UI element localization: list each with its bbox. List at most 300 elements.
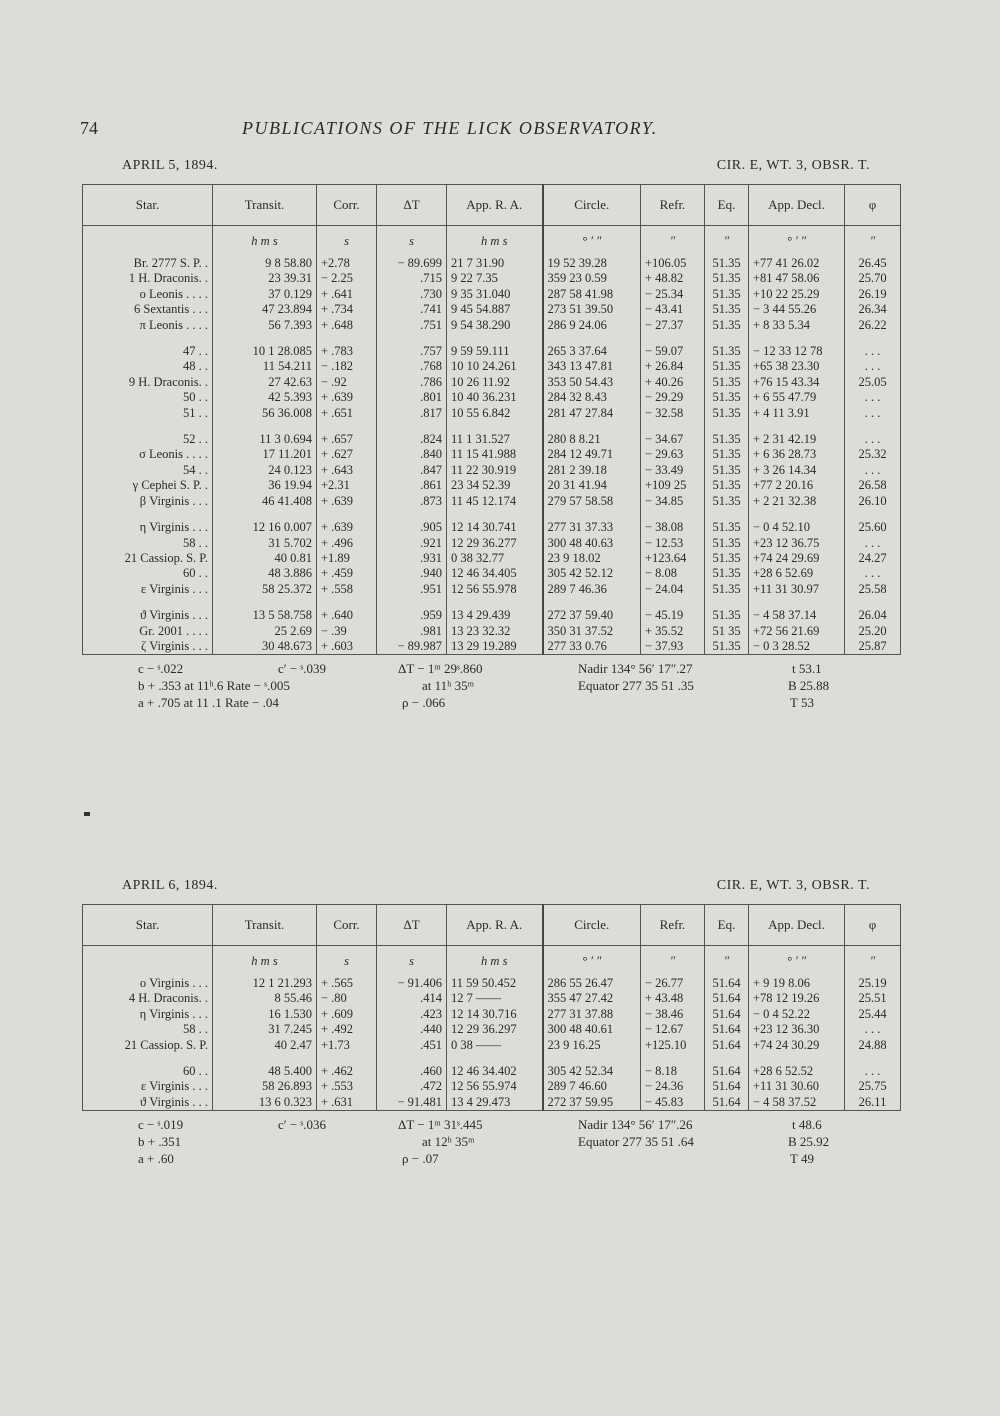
table-cell: ε Virginis . . . — [83, 1079, 213, 1094]
table-cell: 12 7 —— — [447, 991, 543, 1006]
table-cell: 25.32 — [845, 447, 901, 462]
table-cell: 11 59 50.452 — [447, 976, 543, 991]
note-nadir: Nadir 134° 56′ 17″.26 — [578, 1117, 693, 1133]
table-row — [83, 1022, 901, 1037]
table-cell: 58 26.893 — [213, 1079, 317, 1094]
table-header-row — [83, 905, 901, 946]
table-cell: 56 7.393 — [213, 318, 317, 333]
table-cell: 9 54 38.290 — [447, 318, 543, 333]
table-cell: 51.35 — [705, 302, 749, 317]
note-b: b + .353 at 11ʰ.6 Rate − ˢ.005 — [138, 678, 290, 694]
table-cell: + .603 — [317, 639, 377, 655]
table-row — [83, 478, 901, 493]
column-header: Corr. — [317, 185, 377, 226]
table-cell: 51.35 — [705, 551, 749, 566]
table-cell: 51.64 — [705, 1079, 749, 1094]
table-cell: 25.51 — [845, 991, 901, 1006]
table-cell: 13 4 29.473 — [447, 1095, 543, 1111]
table-row — [83, 318, 901, 333]
table-cell: 353 50 54.43 — [543, 375, 641, 390]
table-cell: 277 31 37.33 — [543, 520, 641, 535]
table-cell: 12 29 36.297 — [447, 1022, 543, 1037]
table-cell: 9 H. Draconis. . — [83, 375, 213, 390]
table-cell: + 8 33 5.34 — [749, 318, 845, 333]
instrument-setup: CIR. E, WT. 3, OBSR. T. — [716, 878, 870, 893]
table-cell: +125.10 — [641, 1038, 705, 1053]
table-cell: + .639 — [317, 494, 377, 509]
table-cell: 26.19 — [845, 287, 901, 302]
table-cell: 51.64 — [705, 1007, 749, 1022]
table-cell: + .553 — [317, 1079, 377, 1094]
table-cell: 51 . . — [83, 406, 213, 421]
table-cell: +76 15 43.34 — [749, 375, 845, 390]
table-header-row — [83, 185, 901, 226]
table-row — [83, 406, 901, 421]
table-cell: − 27.37 — [641, 318, 705, 333]
table-cell: + .639 — [317, 520, 377, 535]
table-row — [83, 1095, 901, 1111]
table-cell: 12 1 21.293 — [213, 976, 317, 991]
table-cell: − 8.08 — [641, 566, 705, 581]
table-cell: − 89.987 — [377, 639, 447, 655]
reduction-notes — [82, 1117, 902, 1168]
table-cell: − 37.93 — [641, 639, 705, 655]
table-cell: 9 35 31.040 — [447, 287, 543, 302]
column-header: App. Decl. — [749, 905, 845, 946]
table-cell: .460 — [377, 1064, 447, 1079]
table-cell: ϑ Virginis . . . — [83, 608, 213, 623]
table-cell: 51.64 — [705, 1095, 749, 1111]
table-cell: 20 31 41.94 — [543, 478, 641, 493]
observation-table — [82, 184, 901, 655]
table-cell: . . . — [845, 463, 901, 478]
table-cell: − 0 4 52.10 — [749, 520, 845, 535]
table-row — [83, 976, 901, 991]
column-header: Corr. — [317, 905, 377, 946]
table-cell: 273 51 39.50 — [543, 302, 641, 317]
note-equator: Equator 277 35 51 .35 — [578, 678, 694, 694]
table-cell: .440 — [377, 1022, 447, 1037]
table-cell: 51.35 — [705, 447, 749, 462]
table-cell: + .462 — [317, 1064, 377, 1079]
instrument-setup: CIR. E, WT. 3, OBSR. T. — [716, 158, 870, 173]
unit-label: ″ — [705, 946, 749, 977]
table-cell: 0 38 32.77 — [447, 551, 543, 566]
table-cell: 25.19 — [845, 976, 901, 991]
table-cell: 51.64 — [705, 1022, 749, 1037]
table-row — [83, 639, 901, 655]
table-row — [83, 1007, 901, 1022]
column-header: Transit. — [213, 905, 317, 946]
table-cell: 48 . . — [83, 359, 213, 374]
table-cell: σ Leonis . . . . — [83, 447, 213, 462]
table-cell: − 29.63 — [641, 447, 705, 462]
column-header: φ — [845, 905, 901, 946]
table-cell: 350 31 37.52 — [543, 624, 641, 639]
table-cell: 51.35 — [705, 406, 749, 421]
unit-label: h m s — [447, 226, 543, 257]
column-header: Refr. — [641, 905, 705, 946]
table-cell: + .783 — [317, 344, 377, 359]
table-cell: . . . — [845, 1022, 901, 1037]
table-cell: 10 1 28.085 — [213, 344, 317, 359]
table-cell: +23 12 36.75 — [749, 536, 845, 551]
table-row — [83, 302, 901, 317]
table-cell: − 29.29 — [641, 390, 705, 405]
table-cell: 287 58 41.98 — [543, 287, 641, 302]
table-cell: +1.73 — [317, 1038, 377, 1053]
table-cell: ε Virginis . . . — [83, 582, 213, 597]
table-cell: − 45.83 — [641, 1095, 705, 1111]
table-cell: − .39 — [317, 624, 377, 639]
table-cell: + 43.48 — [641, 991, 705, 1006]
table-cell: .472 — [377, 1079, 447, 1094]
table-cell: 42 5.393 — [213, 390, 317, 405]
table-cell: 60 . . — [83, 566, 213, 581]
table-cell: ζ Virginis . . . — [83, 639, 213, 655]
table-cell: +72 56 21.69 — [749, 624, 845, 639]
table-cell: +11 31 30.60 — [749, 1079, 845, 1094]
unit-label: ″ — [641, 946, 705, 977]
table-row — [83, 582, 901, 597]
table-cell: − 24.04 — [641, 582, 705, 597]
table-cell: .981 — [377, 624, 447, 639]
table-cell: ο Leonis . . . . — [83, 287, 213, 302]
table-cell: − 25.34 — [641, 287, 705, 302]
table-cell: 51 35 — [705, 624, 749, 639]
table-cell: 26.34 — [845, 302, 901, 317]
table-cell: 305 42 52.34 — [543, 1064, 641, 1079]
table-cell: 284 12 49.71 — [543, 447, 641, 462]
table-cell: 51.35 — [705, 582, 749, 597]
table-cell: .715 — [377, 271, 447, 286]
table-cell: − 38.08 — [641, 520, 705, 535]
table-cell: 25.20 — [845, 624, 901, 639]
table-cell: +78 12 19.26 — [749, 991, 845, 1006]
table-cell: − 34.67 — [641, 432, 705, 447]
table-cell: 10 26 11.92 — [447, 375, 543, 390]
unit-label: s — [377, 226, 447, 257]
table-row — [83, 494, 901, 509]
table-cell: 23 9 16.25 — [543, 1038, 641, 1053]
table-cell: 36 19.94 — [213, 478, 317, 493]
reduction-notes — [82, 661, 902, 712]
table-cell: 51.64 — [705, 976, 749, 991]
table-cell: + .459 — [317, 566, 377, 581]
table-cell: − 12 33 12 78 — [749, 344, 845, 359]
table-cell: 40 2.47 — [213, 1038, 317, 1053]
table-cell: 286 55 26.47 — [543, 976, 641, 991]
table-cell: 30 48.673 — [213, 639, 317, 655]
table-cell: 277 33 0.76 — [543, 639, 641, 655]
table-cell: − 91.481 — [377, 1095, 447, 1111]
table-cell: .741 — [377, 302, 447, 317]
table-cell: 11 22 30.919 — [447, 463, 543, 478]
table-cell: Gr. 2001 . . . . — [83, 624, 213, 639]
table-cell: − 4 58 37.52 — [749, 1095, 845, 1111]
table-row — [83, 390, 901, 405]
table-cell: .951 — [377, 582, 447, 597]
table-cell: 11 3 0.694 — [213, 432, 317, 447]
column-header: Circle. — [543, 905, 641, 946]
group-gap — [83, 333, 901, 344]
table-cell: 25.44 — [845, 1007, 901, 1022]
table-cell: 25.05 — [845, 375, 901, 390]
table-cell: − .92 — [317, 375, 377, 390]
table-cell: 51.35 — [705, 494, 749, 509]
unit-label: ° ′ ″ — [749, 946, 845, 977]
page-title: PUBLICATIONS OF THE LICK OBSERVATORY. — [242, 118, 658, 138]
table-cell: .817 — [377, 406, 447, 421]
note-a: a + .705 at 11 .1 Rate − .04 — [138, 695, 279, 711]
table-cell: +28 6 52.52 — [749, 1064, 845, 1079]
table-cell: 272 37 59.95 — [543, 1095, 641, 1111]
table-cell: − 8.18 — [641, 1064, 705, 1079]
table-cell: 10 10 24.261 — [447, 359, 543, 374]
table-cell: − 43.41 — [641, 302, 705, 317]
table-row — [83, 287, 901, 302]
table-cell: . . . — [845, 432, 901, 447]
table-row — [83, 520, 901, 535]
table-cell: 355 47 27.42 — [543, 991, 641, 1006]
table-row — [83, 1079, 901, 1094]
unit-label: h m s — [213, 226, 317, 257]
unit-label: ″ — [641, 226, 705, 257]
table-cell: + .641 — [317, 287, 377, 302]
unit-label: s — [377, 946, 447, 977]
table-cell: 21 Cassiop. S. P. — [83, 1038, 213, 1053]
table-cell: 25.60 — [845, 520, 901, 535]
table-cell: ο Virginis . . . — [83, 976, 213, 991]
table-row — [83, 991, 901, 1006]
table-cell: − 12.67 — [641, 1022, 705, 1037]
table-cell: + .640 — [317, 608, 377, 623]
table-cell: + 6 55 47.79 — [749, 390, 845, 405]
table-cell: 0 38 —— — [447, 1038, 543, 1053]
table-cell: 1 H. Draconis. . — [83, 271, 213, 286]
units-row — [83, 946, 901, 977]
table-cell: 51.64 — [705, 1038, 749, 1053]
table-cell: .824 — [377, 432, 447, 447]
table-cell: 12 14 30.716 — [447, 1007, 543, 1022]
table-cell: +77 2 20.16 — [749, 478, 845, 493]
table-cell: 284 32 8.43 — [543, 390, 641, 405]
note-rho: ρ − .07 — [402, 1151, 439, 1167]
table-row — [83, 447, 901, 462]
table-cell: + .648 — [317, 318, 377, 333]
table-cell: 51.35 — [705, 390, 749, 405]
table-cell: − 0 4 52.22 — [749, 1007, 845, 1022]
table-cell: .801 — [377, 390, 447, 405]
column-header: Refr. — [641, 185, 705, 226]
table-cell: 9 45 54.887 — [447, 302, 543, 317]
table-cell: β Virginis . . . — [83, 494, 213, 509]
table-cell: 40 0.81 — [213, 551, 317, 566]
unit-label: ° ′ ″ — [543, 946, 641, 977]
table-cell: 280 8 8.21 — [543, 432, 641, 447]
table-cell: + 6 36 28.73 — [749, 447, 845, 462]
table-cell: π Leonis . . . . — [83, 318, 213, 333]
table-cell: 289 7 46.60 — [543, 1079, 641, 1094]
unit-label: ″ — [705, 226, 749, 257]
observation-section-april-5 — [82, 158, 902, 712]
table-cell: − 33.49 — [641, 463, 705, 478]
table-cell: 23 34 52.39 — [447, 478, 543, 493]
table-cell: η Virginis . . . — [83, 1007, 213, 1022]
table-cell: 51.35 — [705, 608, 749, 623]
table-cell: +2.78 — [317, 256, 377, 271]
unit-label: ° ′ ″ — [749, 226, 845, 257]
table-cell: + 40.26 — [641, 375, 705, 390]
table-cell: 11 54.211 — [213, 359, 317, 374]
table-cell: 300 48 40.61 — [543, 1022, 641, 1037]
table-cell: + .565 — [317, 976, 377, 991]
table-cell: 13 4 29.439 — [447, 608, 543, 623]
table-cell: 51.35 — [705, 287, 749, 302]
table-cell: . . . — [845, 359, 901, 374]
note-a: a + .60 — [138, 1151, 174, 1167]
note-rho: ρ − .066 — [402, 695, 446, 711]
table-cell: 52 . . — [83, 432, 213, 447]
table-cell: 25.87 — [845, 639, 901, 655]
table-cell: +123.64 — [641, 551, 705, 566]
table-cell: 11 45 12.174 — [447, 494, 543, 509]
table-cell: .768 — [377, 359, 447, 374]
note-temp-T: T 53 — [790, 695, 814, 711]
table-cell: 13 6 0.323 — [213, 1095, 317, 1111]
table-cell: +11 31 30.97 — [749, 582, 845, 597]
table-cell: 25 2.69 — [213, 624, 317, 639]
table-cell: 12 14 30.741 — [447, 520, 543, 535]
table-cell: − 26.77 — [641, 976, 705, 991]
table-cell: 31 7.245 — [213, 1022, 317, 1037]
table-cell: 51.35 — [705, 639, 749, 655]
table-cell: + .558 — [317, 582, 377, 597]
table-row — [83, 608, 901, 623]
table-cell: + 9 19 8.06 — [749, 976, 845, 991]
table-row — [83, 375, 901, 390]
group-gap — [83, 421, 901, 432]
table-cell: 24 0.123 — [213, 463, 317, 478]
table-row — [83, 1038, 901, 1053]
table-cell: 23 39.31 — [213, 271, 317, 286]
table-row — [83, 271, 901, 286]
table-cell: 10 40 36.231 — [447, 390, 543, 405]
table-cell: 51.35 — [705, 520, 749, 535]
note-c-prime: c′ − ˢ.036 — [278, 1117, 326, 1133]
table-cell: − 32.58 — [641, 406, 705, 421]
section-header — [82, 158, 902, 184]
note-b: b + .351 — [138, 1134, 182, 1150]
group-gap — [83, 1053, 901, 1064]
table-cell: 31 5.702 — [213, 536, 317, 551]
unit-label: h m s — [213, 946, 317, 977]
table-cell: 277 31 37.88 — [543, 1007, 641, 1022]
table-cell: + .657 — [317, 432, 377, 447]
table-cell: + 2 21 32.38 — [749, 494, 845, 509]
table-cell: .423 — [377, 1007, 447, 1022]
column-header: Star. — [83, 905, 213, 946]
table-row — [83, 566, 901, 581]
table-cell: .414 — [377, 991, 447, 1006]
table-cell: 13 5 58.758 — [213, 608, 317, 623]
note-barometer: B 25.88 — [788, 678, 830, 694]
table-cell: 12 46 34.402 — [447, 1064, 543, 1079]
observation-table — [82, 904, 901, 1111]
table-cell: +109 25 — [641, 478, 705, 493]
table-cell: + 3 26 14.34 — [749, 463, 845, 478]
table-cell: 9 8 58.80 — [213, 256, 317, 271]
table-cell: + .496 — [317, 536, 377, 551]
table-cell: η Virginis . . . — [83, 520, 213, 535]
table-cell: .847 — [377, 463, 447, 478]
table-cell: − .80 — [317, 991, 377, 1006]
table-cell: 26.45 — [845, 256, 901, 271]
table-cell: 10 55 6.842 — [447, 406, 543, 421]
table-cell: .905 — [377, 520, 447, 535]
table-cell: .861 — [377, 478, 447, 493]
section-header — [82, 878, 902, 904]
table-cell: 13 23 32.32 — [447, 624, 543, 639]
table-cell: .451 — [377, 1038, 447, 1053]
column-header: ΔT — [377, 905, 447, 946]
table-cell: +28 6 52.69 — [749, 566, 845, 581]
table-cell: 51.35 — [705, 271, 749, 286]
note-delta-t: ΔT − 1ᵐ 29ˢ.860 — [398, 661, 483, 677]
table-cell: +74 24 30.29 — [749, 1038, 845, 1053]
table-cell: 12 16 0.007 — [213, 520, 317, 535]
table-cell: 26.11 — [845, 1095, 901, 1111]
note-c: c − ˢ.022 — [138, 661, 184, 677]
unit-label: ″ — [845, 226, 901, 257]
table-cell: 6 Sextantis . . . — [83, 302, 213, 317]
observation-section-april-6 — [82, 878, 902, 1168]
column-header: Eq. — [705, 185, 749, 226]
table-cell: 23 9 18.02 — [543, 551, 641, 566]
table-cell: 4 H. Draconis. . — [83, 991, 213, 1006]
note-nadir: Nadir 134° 56′ 17″.27 — [578, 661, 693, 677]
table-cell: 279 57 58.58 — [543, 494, 641, 509]
table-cell: 26.58 — [845, 478, 901, 493]
table-cell: .840 — [377, 447, 447, 462]
table-cell: 343 13 47.81 — [543, 359, 641, 374]
table-cell: .873 — [377, 494, 447, 509]
column-header: Star. — [83, 185, 213, 226]
table-cell: . . . — [845, 344, 901, 359]
table-cell: 281 47 27.84 — [543, 406, 641, 421]
table-cell: − 45.19 — [641, 608, 705, 623]
table-cell: . . . — [845, 390, 901, 405]
table-cell: 272 37 59.40 — [543, 608, 641, 623]
table-cell: 12 29 36.277 — [447, 536, 543, 551]
table-cell: +77 41 26.02 — [749, 256, 845, 271]
table-cell: 24.88 — [845, 1038, 901, 1053]
note-delta-t: ΔT − 1ᵐ 31ˢ.445 — [398, 1117, 483, 1133]
table-cell: + .734 — [317, 302, 377, 317]
units-row — [83, 226, 901, 257]
table-cell: 37 0.129 — [213, 287, 317, 302]
table-cell: 12 56 55.978 — [447, 582, 543, 597]
table-cell: . . . — [845, 536, 901, 551]
table-cell: + 26.84 — [641, 359, 705, 374]
note-temp-T: T 49 — [790, 1151, 814, 1167]
group-gap — [83, 509, 901, 520]
table-cell: 51.35 — [705, 478, 749, 493]
table-cell: 11 1 31.527 — [447, 432, 543, 447]
table-cell: +65 38 23.30 — [749, 359, 845, 374]
note-barometer: B 25.92 — [788, 1134, 830, 1150]
table-cell: 51.35 — [705, 344, 749, 359]
